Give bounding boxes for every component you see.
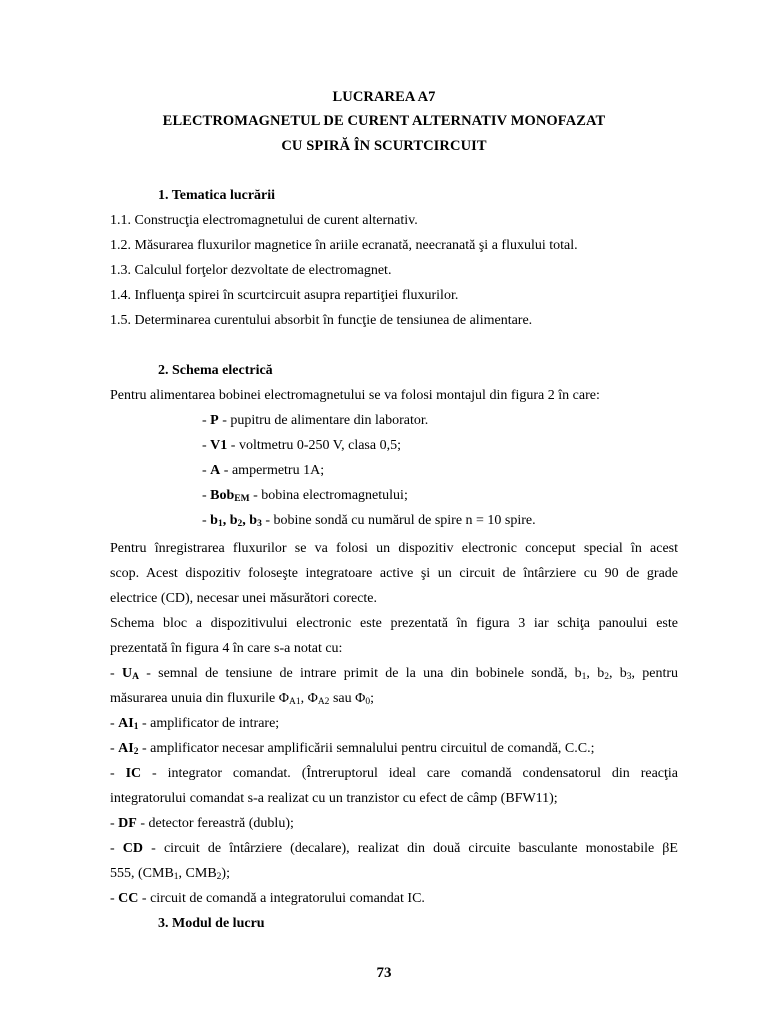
section-2-heading: 2. Schema electrică	[158, 363, 273, 378]
paragraph-line: Schema bloc a dispozitivului electronic este prezentată în figura 3 iar schiţa panoului este	[110, 616, 678, 631]
title-line-2: CU SPIRĂ ÎN SCURTCIRCUIT	[281, 138, 487, 154]
section-1-heading: 1. Tematica lucrării	[158, 188, 276, 203]
definition-ic-continued: integratorului comandat s-a realizat cu un tranzistor cu efect de câmp (BFW11);	[110, 791, 558, 806]
topic-item: 1.4. Influenţa spirei în scurtcircuit asupra repartiţiei fluxurilor.	[110, 288, 459, 303]
page-number: 73	[376, 965, 392, 981]
topic-item: 1.1. Construcţia electromagnetului de curent alternativ.	[110, 213, 418, 228]
title-line-1: ELECTROMAGNETUL DE CURENT ALTERNATIV MONOFAZAT	[162, 113, 606, 129]
topic-item: 1.2. Măsurarea fluxurilor magnetice în ariile ecranată, neecranată şi a fluxului total.	[110, 238, 578, 253]
definition-cc: - CC - circuit de comandă a integratorului comandat IC.	[110, 891, 425, 906]
paragraph-line: prezentată în figura 4 în care s-a notat cu:	[110, 641, 343, 656]
definition-ua: - $U_A$ - semnal de tensiune de intrare primit de la una din bobinele sondă, $b_1$, $b_2$, $b_3$, pentru	[110, 666, 679, 682]
paragraph-line: scop. Acest dispozitiv foloseşte integratoare active şi un circuit de întârziere cu 90 de grade	[110, 566, 678, 581]
definition-ai2: - $AI_2$ - amplificator necesar amplificării semnalului pentru circuitul de comandă, C.C.;	[110, 741, 595, 757]
lab-number: LUCRAREA A7	[332, 89, 436, 105]
component-item-p: - P - pupitru de alimentare din laborator.	[202, 413, 429, 428]
definition-ua-continued: măsurarea unuia din fluxurile $\Phi_{A1}$, $\Phi_{A2}$ sau $\Phi_0$;	[110, 691, 374, 707]
definition-df: - DF - detector fereastră (dublu);	[110, 816, 294, 831]
schema-intro: Pentru alimentarea bobinei electromagnetului se va folosi montajul din figura 2 în care:	[110, 388, 600, 403]
definition-ai1: - $AI_1$ - amplificator de intrare;	[110, 716, 280, 732]
topic-item: 1.3. Calculul forţelor dezvoltate de electromagnet.	[110, 263, 392, 278]
component-item-bob: - Bob$_{EM}$ - bobina electromagnetului;	[202, 488, 408, 504]
component-item-probes: - $b_1$, $b_2$, $b_3$ - bobine sondă cu numărul de spire n = 10 spire.	[202, 513, 536, 529]
component-item-v1: - V1 - voltmetru 0-250 V, clasa 0,5;	[202, 438, 401, 453]
paragraph-line: electrice (CD), necesar unei măsurători corecte.	[110, 591, 378, 606]
component-item-a: - A - ampermetru 1A;	[202, 463, 325, 478]
definition-cd-continued: 555, ($CMB_1$, $CMB_2$);	[110, 866, 230, 882]
definition-cd: - CD - circuit de întârziere (decalare), realizat din două circuite basculante monostabile βE	[110, 841, 678, 856]
paragraph-line: Pentru înregistrarea fluxurilor se va folosi un dispozitiv electronic conceput special în acest	[110, 541, 678, 556]
definition-ic: - IC - integrator comandat. (Întreruptorul ideal care comandă condensatorul din reacţia	[110, 766, 678, 781]
topic-item: 1.5. Determinarea curentului absorbit în funcţie de tensiunea de alimentare.	[110, 313, 533, 328]
section-3-heading: 3. Modul de lucru	[158, 916, 265, 931]
